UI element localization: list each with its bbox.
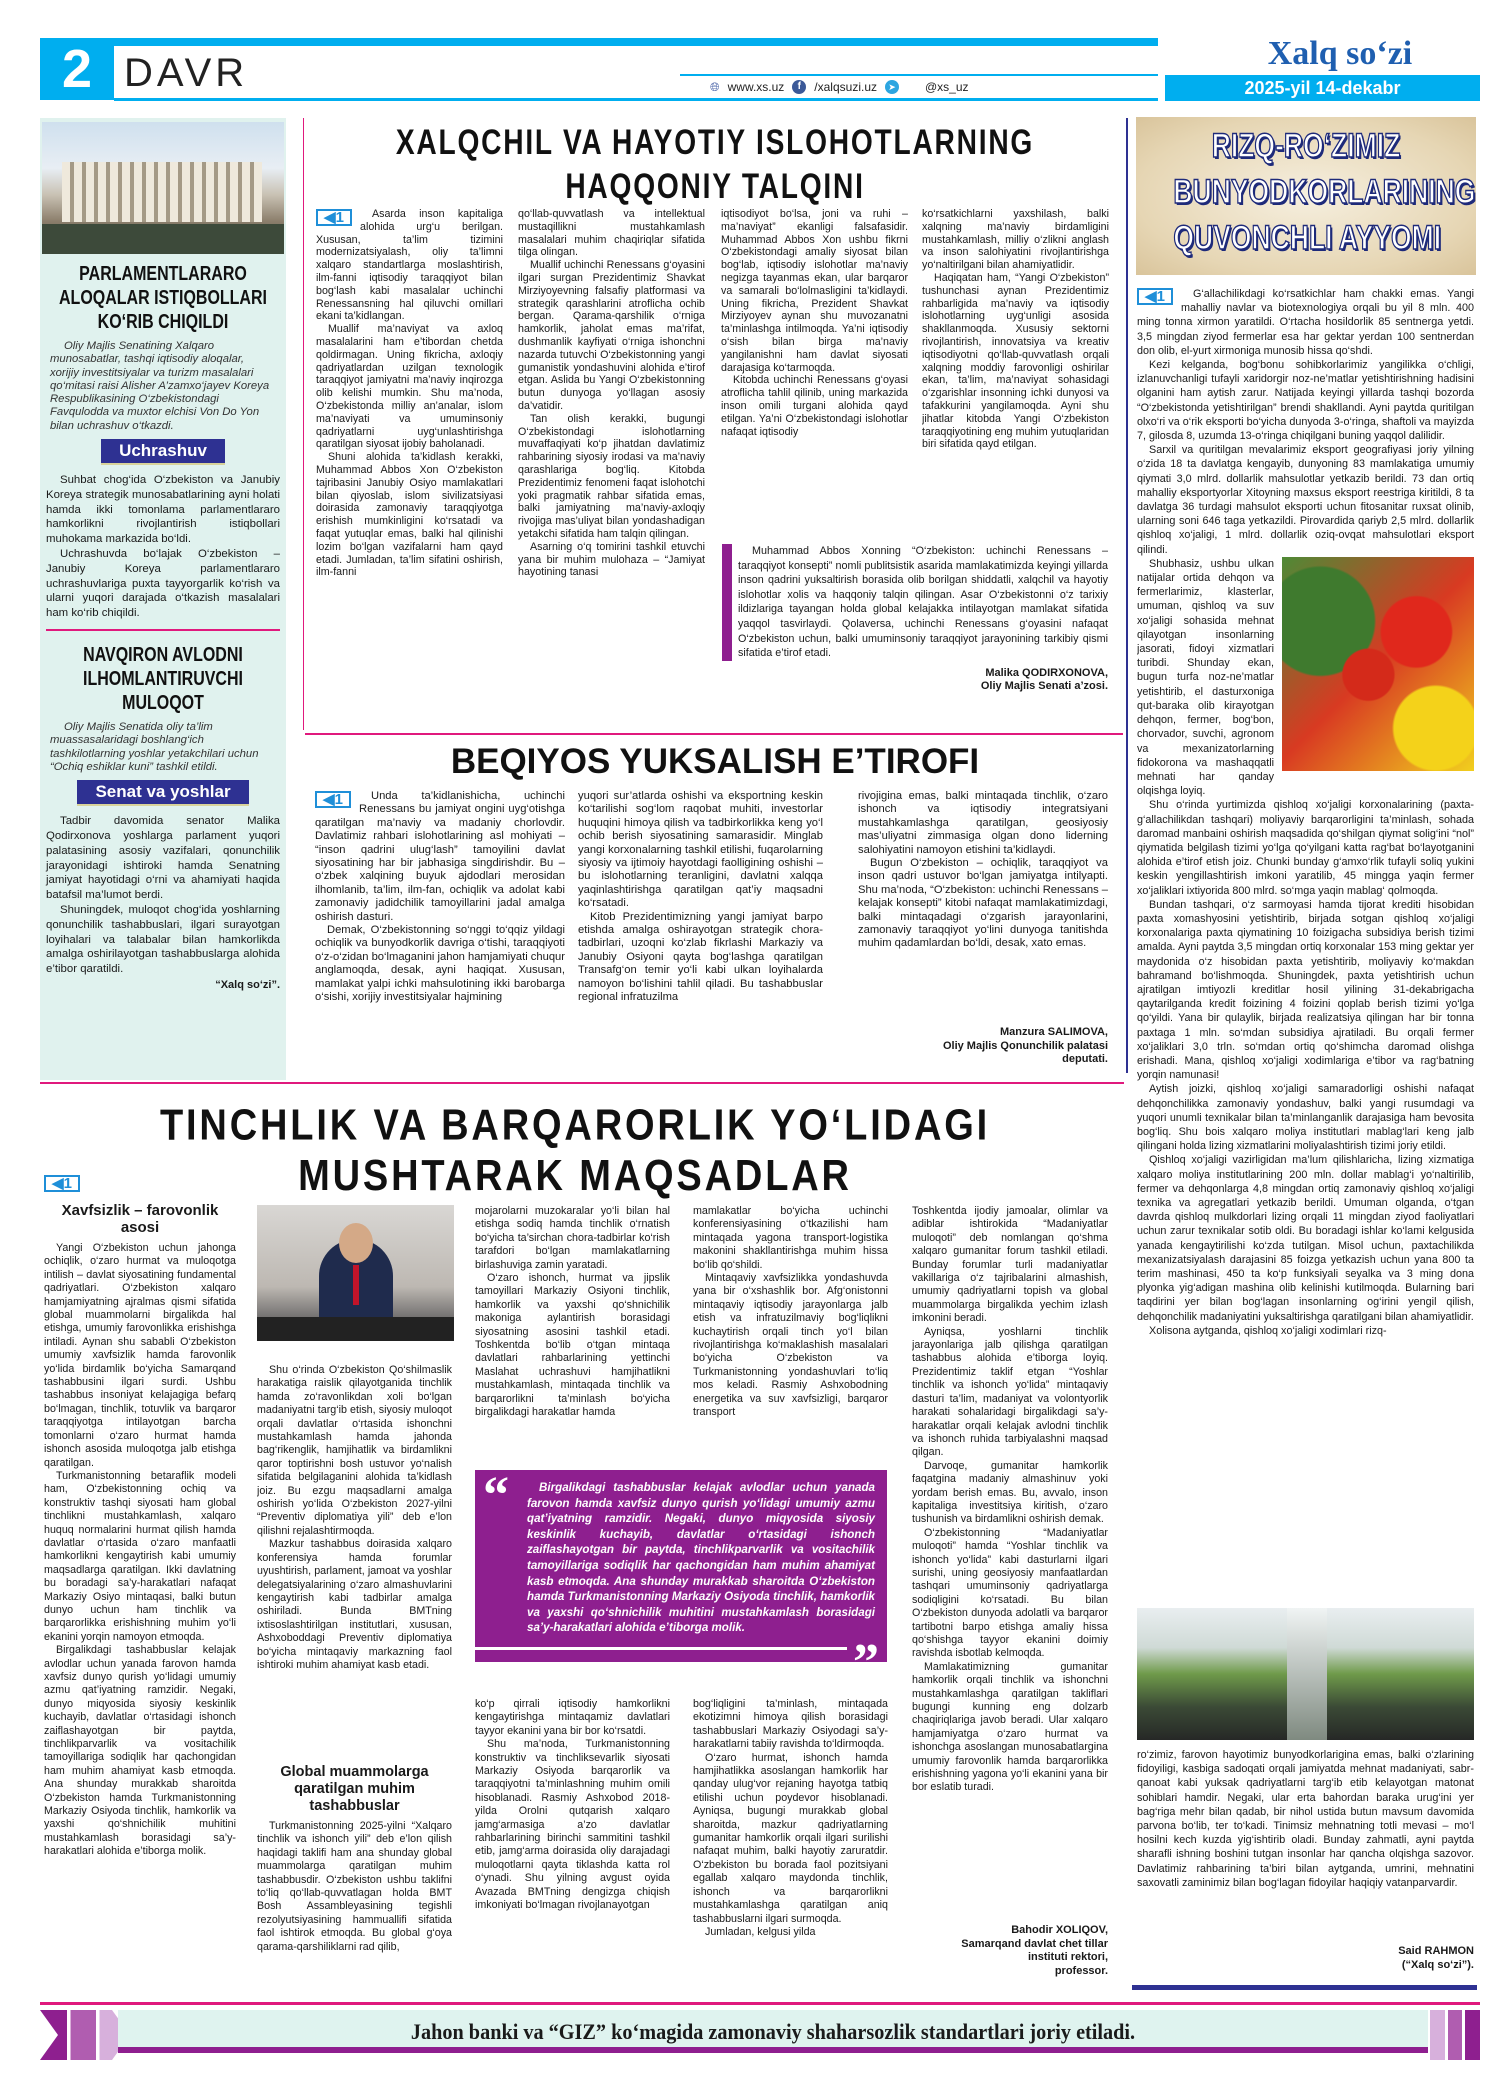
sidebar-story2-source: “Xalq so‘zi”. xyxy=(215,979,280,991)
mid-article-col-3 xyxy=(858,790,1108,1020)
author-source: (“Xalq so‘zi”). xyxy=(1401,1958,1474,1971)
paragraph: Kitobda uchinchi Renessans g‘oyasi atroflicha tahlil qilinib, uning markazida inson omili turgani alohida qayd etilgan. Ya’ni O‘zbekistondagi islohotlar nafaqat iqtisodiy xyxy=(721,374,908,438)
sidebar-story2-lead: Oliy Majlis Senatida oliy ta’lim muassasalaridagi boshlang‘ich tashkilotlarning yoshlar yetakchilari uchun “Ochiq eshiklar kuni” tashkil etildi. xyxy=(50,721,259,773)
sidebar-divider xyxy=(46,629,280,631)
paragraph: Haqiqatan ham, “Yangi O‘zbekiston” tushunchasi aynan Prezidentimiz rahbarligida ma’naviy va iqtisodiy islohotlarning uyg‘unligi asosida shakllanmoqda. Xususiy sektorni rivojlantirish, innovatsiya va kreativ iqtisodiyotni qo‘llab-quvvatlash orqali xalqning moddiy farovonligi oshirilar ekan, ta’lim, ma’naviyat sohasidagi o‘zgarishlar insonning ichki dunyosi va tafakkurini yangilamoqda. Ayni shu jihatlar kitobda Yangi O‘zbekiston taraqqiyotining eng muhim yutuqlaridan biri sifatida qayd etilgan. xyxy=(922,271,1109,451)
paragraph: Tadbir davomida senator Malika Qodirxonova yoshlarga parlament yuqori palatasining asosiy vazifalari, qonunchilik jarayonidagi ishtiroki hamda Senatning jamiyat hayotidagi o‘rni va ahamiyati haqida batafsil ma’lumot berdi. xyxy=(46,815,280,902)
bottom-col-3a xyxy=(475,1205,670,1461)
top-article-quote-block xyxy=(722,544,1108,694)
stripe-decoration-icon xyxy=(1430,2010,1480,2060)
section-title: DAVR xyxy=(124,51,249,95)
paragraph: Shubhasiz, ushbu ulkan natijalar ortida dehqon va fermerlarimiz, klasterlar, umuman, qishloq va suv xo‘jaligi sohasida mehnat qilayotgan insonlarning jasorati, fidoyi xizmatlari turibdi. Shunday ekan, bugun turfa noz-ne’matlar yetishtirib, el dasturxoniga qut-baraka olib kirayotgan dehqon, fermer, bog‘bon, chorvador, suvchi, agronom va mexanizatorlarning fidokorona va mashaqqatli mehnati har qanday olqishga loyiq. xyxy=(1137,557,1274,798)
headline-line: MUSHTARAK MAQSADLAR xyxy=(298,1151,852,1201)
paragraph: Shuningdek, muloqot chog‘ida yoshlarning qonunchilik tashabbuslari, ilgari surayotgan loyihalari va talabalar bilan hamkorlikda amalga oshirilayotgan tashabbuslarga alohida e’tibor qaratildi. xyxy=(46,904,280,976)
bottom-subhead-2: Global muammolarga qaratilgan muhim tashabbuslar xyxy=(280,1764,429,1814)
author-title: deputati. xyxy=(1062,1053,1108,1065)
paragraph: G‘allachilikdagi ko‘rsatkichlar ham chakki emas. Yangi mahalliy navlar va biotexnologiya orqali bu yil 8 mln. 400 ming tonna xirmon yaratildi. O‘rtacha hosildorlik 85 sentnerga yetdi. 3,5 mingdan ziyod fermerlar esa har gektar yerdan 100 sentnerdan don olib, el-yurt xirmoniga munosib hissa qo‘shdi. xyxy=(1137,288,1474,357)
paragraph xyxy=(315,790,565,924)
paragraph: Ayniqsa, yoshlarni tinchlik jarayonlariga jalb qilishga qaratilgan tashabbus alohida e’tiborga loyiq. Prezidentimiz taklif etgan “Yoshlar tinchlik va ishonch yo‘lida” mintaqaviy dasturi ta’lim, madaniyat va volontyorlik harakati sohalaridagi birgalikdagi sa’y-harakatlar orqali kelajak avlodni tinchlik va ishonch ruhida tarbiyalashni maqsad qilgan. xyxy=(912,1325,1108,1459)
paragraph: Muallif uchinchi Renessans g‘oyasini ilgari surgan Prezidentimiz Shavkat Mirziyoyevning falsafiy platformasi va strategik qarashlarini atroflicha ochib bergan. Qarama-qarshilik o‘rniga hamkorlik, jaholat emas ma’rifat, dushmanlik kayfiyati o‘rniga ishonchni nazarda tutuvchi O‘zbekistonning yangi gumanistik yondashuvini alohida e’tirof etgan. Aslida bu Yangi O‘zbekistonning butun dunyoga yo‘llagan asosiy da’vatidir. xyxy=(518,259,705,412)
paragraph: Bugun O‘zbekiston – ochiqlik, taraqqiyot va inson qadri ustuvor bo‘lgan jamiyatga intilyapti. Shu ma’noda, “O‘zbekiston: uchinchi Renessans – kelajak konsepti” kitobi nafaqat mamlakatimizdagi, balki mintaqadagi o‘zgarish jarayonlarini, zamonaviy taraqqiyot yo‘lini dunyoga tanitishda muhim qadamlardan bo‘ldi, desak, xato emas. xyxy=(858,857,1108,950)
continued-from-page-1-marker[interactable] xyxy=(44,1174,88,1194)
top-article-col-2 xyxy=(518,208,705,724)
open-quote-icon: “ xyxy=(483,1467,509,1524)
paragraph: iqtisodiyot bo‘lsa, joni va ruhi – ma’naviyat” ekanligi falsafasidir. Muhammad Abbos Xon ushbu fikrni O‘zbekistondagi amaliy siyosat bilan bog‘lab, iqtisodiy islohotlar ma’naviy negizga tayanmas ekan, ular barqaror va samarali bo‘lolmasligini ta’kidlaydi. Uning fikricha, Prezident Shavkat Mirziyoyev aynan shu muvozanatni ta’minlashga intilmoqda. Ya’ni iqtisodiy o‘sish bilan birga ma’naviy yangilanishni ham davlat siyosati darajasiga ko‘tarmoqda. xyxy=(721,208,908,374)
author-title: Oliy Majlis Senati a’zosi. xyxy=(980,680,1108,693)
right-article-body-top xyxy=(1137,287,1474,1605)
paragraph: mamlakatlar bo‘yicha uchinchi konferensiyasining o‘tkazilishi ham mintaqada yagona transport-logistika makonini shakllantirishga muhim hissa bo‘lib qo‘shildi. xyxy=(693,1205,888,1271)
bottom-col-2a xyxy=(257,1364,452,1744)
author-name: Bahodir XOLIQOV, xyxy=(1011,1924,1108,1936)
author-name: Said RAHMON xyxy=(1398,1945,1474,1957)
header-top-bar xyxy=(40,38,1158,46)
paragraph: bog‘liqligini ta’minlash, mintaqada ekotizimni himoya qilish borasidagi tashabbuslari Markaziy Osiyodagi sa’y-harakatlarni tabiiy ravishda to‘ldirmoqda. xyxy=(693,1698,888,1751)
paragraph-text: Asarda inson kapitaliga alohida urg‘u berilgan. Xususan, ta’lim tizimini modernizatsiyalash, oliy ta’limni xalqaro standartlarga moslashtirish, ilm-fanni iqtisodiy taraqqiyot bilan bog‘lash kabi masalalar uchinchi Renessansning hal qiluvchi omillari ekani ta’kidlangan. xyxy=(316,208,503,323)
column-divider xyxy=(303,118,304,730)
header-line xyxy=(114,98,1158,101)
facebook-icon: f xyxy=(792,80,806,94)
mid-article-headline: BEQIYOS YUKSALISH E’TIROFI xyxy=(450,742,980,781)
paragraph: Turkmanistonning betaraflik modeli ham, O‘zbekistonning ochiq va konstruktiv tashqi siyosati ham global tinchlikni mustahkamlash, xalqaro huquq normalarini hurmat qilish hamda davlatlar o‘rtasida o‘zaro manfaatli hamkorlikni kengaytirish kabi umumiy maqsadlarga qaratilgan. Ikki davlatning bu boradagi sa’y-harakatlari nafaqat Markaziy Osiyo mintaqasi, balki butun dunyo uchun ham tinchlik va barqarorlikka erishishning muhim yo‘li ekanini yorqin namoyon etmoqda. xyxy=(44,1469,236,1643)
paragraph: ro‘zimiz, farovon hayotimiz bunyodkorlarigina emas, balki o‘zlarining fidoyiligi, kasbiga sadoqati orqali jamiyatda mehnat madaniyati, sabr-qanoat kabi yuksak qadriyatlarni targ‘ib etib kelayotgan matonat sohiblari hamdir. Negaki, ular erta bahordan baraka urug‘ini yer bag‘riga mehr bilan qadab, bir nihol ustida butun mavsum davomida parvona bo‘lib, ter to‘kadi. Tinimsiz mehnatning totli mevasi – mo‘l hosilni kech kuzda yig‘ishtirib oladi. Bunday zahmatli, ayni paytda sharafli ishning boshini tutgan insonlar har qancha olqishga sazovor. Davlatimiz rahbarining ta’biri bilan aytganda, umrini, mehnatini saxovatli zaminimiz bilan bog‘lagan fidoyilar haqiqiy vatanparvardir. xyxy=(1137,1749,1474,1889)
top-article-col-1 xyxy=(316,208,503,724)
sidebar-story2-body xyxy=(46,814,280,977)
arrow-left-icon[interactable]: ◀1 xyxy=(1137,288,1173,305)
sidebar-story1-body xyxy=(46,473,280,621)
social-bar xyxy=(680,74,1158,98)
paragraph: O‘zbekistonning “Madaniyatlar muloqoti” hamda “Yoshlar tinchlik va ishonch yo‘lida” kabi dasturlarni ilgari surishi, uning geosiyosiy manfaatlardan tashqari umuminsoniy qadriyatlarga sodiqligini ko‘rsatadi. Bu bilan O‘zbekiston dunyoda adolatli va barqaror tartibotni barpo etishga amaliy hissa qo‘shishga tayyor ekanini doimiy ravishda isbotlab kelmoqda. xyxy=(912,1526,1108,1660)
paragraph: Mazkur tashabbus doirasida xalqaro konferensiya hamda forumlar uyushtirish, parlament, jamoat va yoshlar delegatsiyalarining o‘zaro almashuvlarini kengaytirish kabi tadbirlar amalga oshiriladi. Bunda BMTning ixtisoslashtirilgan institutlari, xususan, Ashxoboddagi Preventiv diplomatiya bo‘yicha mintaqaviy markazning faol ishtiroki muhim ahamiyat kasb etadi. xyxy=(257,1538,452,1671)
greenhouse-photo xyxy=(1137,1608,1474,1740)
arrow-left-icon[interactable]: ◀1 xyxy=(315,791,351,808)
bottom-col-4a xyxy=(693,1205,888,1461)
arrow-left-icon: ◀1 xyxy=(44,1175,80,1192)
paragraph: Asarning o‘q tomirini tashkil etuvchi yana bir muhim mulohaza – “Jamiyat hayotining tanasi xyxy=(518,540,705,579)
paragraph: Suhbat chog‘ida O‘zbekiston va Janubiy Koreya strategik munosabatlarining ayni holati hamda ikki tomonlama parlamentlararo hamkorlikni rivojlantirish istiqbollari muhokama markazida bo‘ldi. xyxy=(46,474,280,546)
paragraph: O‘zaro ishonch, hurmat va jipslik tamoyillari Markaziy Osiyoni tinchlik, hamkorlik va yaxshi qo‘shnichilik makoniga aylantirish borasidagi siyosatning asosini tashkil etadi. Toshkentda bo‘lib o‘tgan mintaqa davlatlari rahbarlarining yettinchi Maslahat uchrashuvi hamjihatlikni mustahkamlash, mintaqada tinchlik va barqarorlikni ta’minlash bo‘yicha birgalikdagi harakatlar hamda xyxy=(475,1272,670,1419)
right-article-header xyxy=(1136,117,1476,275)
paragraph: Aytish joizki, qishloq xo‘jaligi samaradorligi oshishi nafaqat dehqonchilikka zamonaviy yondashuv, balki yangi rusumdagi va yuqori unumli texnikalar bilan ta’minlanganlik darajasiga ham bevosita bog‘liq. Shu bois xalqaro moliya institutlari mablag‘lari keng jalb qilingani holda lizing xizmatlarini moliyalashtirish tizimi joriy etildi. xyxy=(1137,1083,1474,1153)
right-article-author xyxy=(1137,1945,1474,1972)
top-article-pull-quote: Muhammad Abbos Xonning “O‘zbekiston: uchinchi Renessans – taraqqiyot konsepti” nomli publitsistik asarida mamlakatimizda keyingi yillarda inson qadrini yuksaltirish borasida olib borilgan shiddatli, xalqchil va hayotiy islohotlar xolis va haqqoniy talqin qilingan. Asar O‘zbekistonni o‘z tarixiy ildizlariga tayangan holda global kelajakka intilayotgan mamlakat sifatida yaqqol tasvirlaydi. Qolaversa, uchinchi Renessans g‘oyasini nafaqat O‘zbekiston uchun, balki umuminsoniy taraqqiyot jarayonining tarkibiy qismi sifatida e’tirof etadi. xyxy=(722,544,1108,661)
bottom-col-2b xyxy=(257,1820,452,1995)
paragraph: Mintaqaviy xavfsizlikka yondashuvda yana bir o‘xshashlik bor. Afg‘onistonni mintaqaviy iqtisodiy jarayonlarga jalb etish va infratuzilmaviy bog‘liqlikni kuchaytirish orqali tinch yo‘l bilan rivojlantirishga ko‘maklashish masalalari bo‘yicha O‘zbekiston va Turkmanistonning yondashuvlari to‘liq mos keladi. Rasmiy Ashxobodning energetika va suv xavfsizligi, barqaror transport xyxy=(693,1272,888,1419)
paragraph: yuqori sur’atlarda oshishi va eksportning keskin ko‘tarilishi sog‘lom raqobat muhiti, investorlar huquqini himoya qilish va tadbirkorlikka keng yo‘l ochib berish siyosatining samarasidir. Minglab yangi korxonalarning tashkil etilishi, fuqarolarning siyosiy va ijtimoiy hayotdagi faolligining oshishi – bu islohotlarning teranligini, davlatni xalqqa yaqinlashtirishga qaratilgan qat’iy maqsadni ko‘rsatadi. xyxy=(578,790,823,910)
paragraph: Turkmanistonning 2025-yilni “Xalqaro tinchlik va ishonch yili” deb e’lon qilish haqidagi taklifi ham ana shunday global muammolarga qaratilgan muhim tashabbusdir. O‘zbekiston ushbu taklifni to‘liq qo‘llab-quvvatlagan holda BMT Bosh Assambleyasining tegishli rezolyutsiyasining hammuallifi sifatida faol ishtirok etmoqda. Bu global g‘oya qarama-qarshiliklarni rad qilib, xyxy=(257,1820,452,1953)
paragraph xyxy=(316,208,503,323)
paragraph: Kezi kelganda, bog‘bonu sohibkorlarimiz yangilikka o‘chligi, izlanuvchanligi tufayli xaridorgir noz-ne’matlar yetishtirishning hadisini olganini ham aytish zarur. Natijada keyingi yillarda tashqi bozorda “O‘zbekistonda yetishtirilgan” brendi shakllandi. Ayni paytda quritilgan olxo‘ri va o‘rik eksporti bo‘yicha dunyoda 3-o‘ringa, shaftoli va mayizda 7, gilosda 8, uzumda 13-o‘ringa chiqilgani buning yaqqol dalilidir. xyxy=(1137,359,1474,443)
mid-article-author xyxy=(858,1026,1108,1067)
paragraph: Demak, O‘zbekistonning so‘nggi to‘qqiz yildagi ochiqlik va bunyodkorlik davriga o‘tishi, taraqqiyoti o‘z-o‘zidan bo‘lmaganini jahon hamjamiyati chuqur anglamoqda, desak, ayni haqiqat. Xususan, mamlakat yalpi ichki mahsulotining ikki barobarga o‘sishi, xorijiy investitsiyalar hajmining xyxy=(315,924,565,1004)
right-column-rule xyxy=(1132,1985,1477,1990)
paragraph: rivojigina emas, balki mintaqada tinchlik, o‘zaro ishonch va iqtisodiy integratsiyani mustahkamlashga qaratilgan, geosiyosiy mas’uliyatni zimmasiga olgan dono liderning salohiyatini namoyon etishini ta’kidlaydi. xyxy=(858,790,1108,856)
vegetables-photo xyxy=(1282,557,1474,771)
pull-quote-text: Birgalikdagi tashabbuslar kelajak avlodlar uchun yanada farovon hamda xavfsiz dunyo qurish yo‘lidagi umumiy azmu qat’iyatning ramzidir. Negaki, dunyo miqyosida siyosiy keskinlik kuchayib, davlatlar o‘rtasidagi ishonch zaiflashayotgan bir paytda, tinchlikparvarlik va vositachilik tamoyillariga sodiqlik har qachongidan ham muhim ahamiyat kasb etmoqda. Ana shunday murakkab sharoitda O‘zbekiston hamda Turkmanistonning Markaziy Osiyoda tinchlik, hamkorlik va yaxshi qo‘shnichilik muhitini mustahkamlash borasidagi sa’y-harakatlari alohida e’tiborga molik. xyxy=(527,1481,875,1635)
paragraph: Shu o‘rinda yurtimizda qishloq xo‘jaligi korxonalarining (paxta-g‘allachilikdan tashqari) moliyaviy barqarorligini ta’minlash, sohada daromad manbaini oshirish maqsadida qo‘shilgan qiymat solig‘ini “nol” qiymatida belgilash tizimi yo‘lga qo‘yilgani katta rag‘bat bo‘layotganini alohida e’tirof etish joiz. Chunki bunday g‘amxo‘rlik tufayli soliq yukini keskin yengillashtirish imkoni yaratilib, 45 mingga yaqin fermer xo‘jaliklari ixtiyorida 800 mlrd. so‘mga yaqin mablag‘ qolmoqda. xyxy=(1137,799,1474,897)
paragraph: ko‘p qirrali iqtisodiy hamkorlikni kengaytirishga mintaqamiz davlatlari tayyor ekanini yana bir bor ko‘rsatdi. xyxy=(475,1698,670,1737)
footer-rule xyxy=(40,2002,1480,2005)
telegram-icon: ➤ xyxy=(885,80,899,94)
rubric-senat-va-yoshlar: Senat va yoshlar xyxy=(77,780,248,806)
column-divider xyxy=(1126,118,1128,1073)
paragraph: O‘zaro hurmat, ishonch hamda hamjihatlikka asoslangan hamkorlik har qanday ulug‘vor rejaning hayotga tatbiq etilishi uchun poydevor hisoblanadi. Ayniqsa, bugungi murakkab global sharoitda, mazkur qadriyatlarning gumanitar hamkorlik orqali ilgari surilishi nafaqat muhim, balki hayotiy zaruratdir. O‘zbekiston bu borada faol pozitsiyani egallab xalqaro maydonda tinchlik, ishonch va barqarorlikni mustahkamlashga qaratilgan aniq tashabbuslarni ilgari surmoqda. xyxy=(693,1751,888,1925)
paragraph: Toshkentda ijodiy jamoalar, olimlar va adiblar ishtirokida “Madaniyatlar muloqoti” deb nomlangan qo‘shma xalqaro gumanitar forum tashkil etiladi. Bunday forumlar turli madaniyatlar vakillariga o‘z tajribalarini almashish, umumiy qadriyatlarni topish va global muammolarga birgalikda yechim izlash imkonini beradi. xyxy=(912,1205,1108,1325)
headline-line: XALQCHIL VA HAYOTIY ISLOHOTLARNING xyxy=(395,122,1035,162)
facebook-link[interactable]: /xalqsuzi.uz xyxy=(814,80,877,94)
author-name: Manzura SALIMOVA, xyxy=(1000,1026,1108,1038)
bottom-col-4b xyxy=(693,1698,888,1996)
section-divider xyxy=(305,733,1123,735)
paragraph: Qishloq xo‘jaligi vazirligidan ma’lum qilishlaricha, lizing xizmatiga xalqaro moliya institutlarining 200 mln. dollar mablag‘i yo‘naltirilib, fermer va dehqonlarga 4,8 mingdan ortiq zamonaviy qishloq xo‘jaligi texnika va agregatlari yetkazib berildi. Umuman olganda, o‘tgan davrda qishloq mulkdorlari lizing orqali 11 mingdan ziyod faoliyatlari uchun zarur texnikalar sotib oldi. Bu boradagi ishlar ko‘lami kelgusida yanada kengaytirilishi ko‘zda tutilgan. Misol uchun, paxtachilikda mexanizatsiyalash darajasini 85 foizga yetkazish uchun yana 800 ta terim mashinasi, 450 ta ko‘p funksiyali seyalka va 3 ming dona plyonka yig‘adigan mashina olib kelinishi kutilmoqda. Bularning bari taqdirini yer bilan bog‘lagan insonlarning og‘irini yengil qilish, dehqonchilik madaniyatini yuksaltirishga qaratilgani bilan ahamiyatlidir. xyxy=(1137,1154,1474,1323)
telegram-link[interactable]: @xs_uz xyxy=(925,80,969,94)
quote-footer xyxy=(475,1633,887,1691)
right-article-body-bottom xyxy=(1137,1748,1474,1940)
website-link[interactable]: www.xs.uz xyxy=(727,80,785,94)
paragraph: mojarolarni muzokaralar yo‘li bilan hal etishga sodiq hamda tinchlik o‘rnatish bo‘yicha ta’sirchan chora-tadbirlar ko‘rish tarafdori bo‘lgan mamlakatlarning birlashuviga zamin yaratadi. xyxy=(475,1205,670,1271)
paragraph: Tan olish kerakki, bugungi O‘zbekistondagi islohotlarning muvaffaqiyati ko‘p jihatdan davlatimiz rahbarining siyosiy irodasi va ma’naviy qarashlariga bog‘liq. Kitobda Prezidentimiz fenomeni faqat islohotchi yoki pragmatik rahbar sifatida emas, balki jamiyatning ma’naviy-axloqiy rivojiga mas’uliyat bilan yondashadigan yetakchi sifatida ham talqin qilingan. xyxy=(518,412,705,540)
author-name: Malika QODIRXONOVA, xyxy=(985,666,1108,679)
paragraph: Bundan tashqari, o‘z sarmoyasi hamda tijorat krediti hisobidan paxta xomashyosini yetishtirib, birjada sotgan qishloq xo‘jaligi korxonalariga paxta qiymatining 10 foizigacha subsidiya berish tizimi amalda. Ayni paytda 3,5 mingdan ortiq korxonalar 153 ming gektar yer maydonida o‘z hisobidan paxta yetishtirib, moliyaviy ko‘makdan bahramand bo‘lishmoqda. Shuningdek, paxta yetishtirish uchun ajratilgan imtiyozli kreditlar hosil yilining 31-dekabrigacha qaytarilganda kredit foizining 4 foizini qoplab berish tizimi yo‘lga qo‘yildi. Yana bir qulaylik, birjada realizatsiya qilingan har bir tonna paxtaga 1 mln. so‘mdan subsidiya ajratiladi. Bu orqali fermer xo‘jaliklari 3,0 trln. so‘mdan ortiq qo‘shimcha daromad olishga erishadi. Mana, qishloq xo‘jaligi xodimlariga e’tibor va rag‘batning yorqin namunasi! xyxy=(1137,898,1474,1082)
chevron-decoration-icon xyxy=(40,2010,130,2060)
bottom-article-author xyxy=(912,1924,1108,1978)
paragraph: Shu ma’noda, Turkmanistonning konstruktiv va tinchliksevarlik siyosati Markaziy Osiyoda barqarorlik va taraqqiyotni ta’minlashning muhim omili hisoblanadi. Rasmiy Ashxobod 2018-yilda Orolni qutqarish xalqaro jamg‘armasiga a’zo davlatlar rahbarlarining birinchi sammitini tashkil etib, jamg‘arma doirasida oliy darajadagi muloqotlarni qayta tiklashda katta rol o‘ynadi. Shu yilning avgust oyida Avazada BMTning dengizga chiqish imkoniyati bo‘lmagan rivojlanayotgan xyxy=(475,1738,670,1912)
author-portrait-photo xyxy=(257,1205,454,1341)
arrow-left-icon[interactable]: ◀1 xyxy=(316,209,352,226)
paragraph: ko‘rsatkichlarni yaxshilash, balki xalqning ma’naviy birdamligini mustahkamlash, milliy o‘zlikni anglash va inson salohiyatini rivojlantirishga yo‘naltirilgani bilan ahamiyatlidir. xyxy=(922,208,1109,272)
author-title: professor. xyxy=(1054,1964,1108,1977)
top-article-col-3 xyxy=(721,208,908,538)
author-title: Oliy Majlis Qonunchilik palatasi xyxy=(942,1039,1108,1052)
headline-line: TINCHLIK VA BARQARORLIK YO‘LIDAGI xyxy=(159,1101,991,1150)
author-title: instituti rektori, xyxy=(1027,1951,1108,1963)
headline-line: QUVONCHLI AYYOMI xyxy=(1173,219,1442,257)
top-article-col-4 xyxy=(922,208,1109,538)
footer-banner xyxy=(40,2010,1480,2060)
paragraph: Muallif ma’naviyat va axloq masalalarini ham e’tibordan chetda qoldirmagan. Uning fikricha, axloqiy qadriyatlardan uzilgan texnologik taraqqiyot jamiyatni ma’naviy inqirozga olib kelishi mumkin. Shu ma’noda, O‘zbekistonda milliy an’analar, islom ma’naviyati va umuminsoniy qadriyatlarni uyg‘unlashtirishga qaratilgan siyosat ijobiy baholanadi. xyxy=(316,323,503,451)
globe-icon: 🌐︎ xyxy=(710,80,720,94)
author-title: Samarqand davlat chet tillar xyxy=(961,1937,1108,1950)
sidebar-story1-lead: Oliy Majlis Senatining Xalqaro munosabatlar, tashqi iqtisodiy aloqalar, xorijiy investitsiyalar va turizm masalalari qo‘mitasi raisi Alisher A’zamxo‘jayev Koreya Respublikasining O‘zbekistondagi Favqulodda va muxtor elchisi Von Do Yon bilan uchrashuv o‘tkazdi. xyxy=(50,340,270,432)
masthead: Xalq so‘zi xyxy=(1267,35,1413,72)
senate-building-photo xyxy=(42,122,284,254)
top-article-author xyxy=(722,667,1108,694)
section-divider xyxy=(40,1082,1124,1084)
headline-line: HAQQONIY TALQINI xyxy=(565,166,865,206)
bottom-article-headline xyxy=(86,1100,1065,1201)
sidebar-content xyxy=(46,122,280,993)
mid-article-col-1 xyxy=(315,790,565,1072)
paragraph: Xolisona aytganda, qishloq xo‘jaligi xodimlari rizq- xyxy=(1149,1324,1387,1337)
paragraph-text: Unda ta’kidlanishicha, uchinchi Renessans bu jamiyat ongini uyg‘otishga qaratilgan ma’naviy va madaniy chorlovdir. Davlatimiz rahbari islohotlarining asl mohiyati – “inson qadrini ulug‘lash” tamoyilini davlat siyosatining har bir jabhasiga singdirishdir. Bu – o‘zbek xalqining buyuk ajdodlari merosidan ilhomlanib, ta’lim, ilm-fan, ochiqlik va adolat kabi zamonaviy jadidchilik tamoyillarini jadal amalga oshirish dasturi. xyxy=(315,790,565,923)
paragraph: Mamlakatimizning gumanitar hamkorlik orqali tinchlik va ishonchni mustahkamlashga qaratilgan takliflari bugungi kunning eng dolzarb chaqiriqlariga javob beradi. Ular xalqaro hamjamiyatga o‘zaro hurmat va ishonchga asoslangan munosabatlargina umumiy farovonlik hamda barqarorlikka erishishning yagona yo‘li ekanini yana bir bor eslatib turadi. xyxy=(912,1660,1108,1794)
sidebar-story2-headline: NAVQIRON AVLODNI ILHOMLANTIRUVCHI MULOQOT xyxy=(83,644,243,715)
rubric-uchrashuv: Uchrashuv xyxy=(101,439,225,465)
issue-date: 2025-yil 14-dekabr xyxy=(1165,75,1480,101)
bottom-col-3b xyxy=(475,1698,670,1996)
paragraph: Uchrashuvda bo‘lajak O‘zbekiston – Janubiy Koreya parlamentlararo uchrashuvlariga puxta tayyorgarlik ko‘rish va ularni yuqori darajada o‘tkazish masalalari ham ko‘rib chiqildi. xyxy=(46,548,280,620)
headline-line: BUNYODKORLARINING xyxy=(1173,173,1476,211)
bottom-col-1 xyxy=(44,1242,236,1994)
sidebar-story1-headline: PARLAMENTLARARO ALOQALAR ISTIQBOLLARI KO‘RIB CHIQILDI xyxy=(59,263,267,333)
paragraph: Birgalikdagi tashabbuslar kelajak avlodlar uchun yanada farovon hamda xavfsiz dunyo qurish yo‘lidagi umumiy azmu qat’iyatning ramzidir. Negaki, dunyo miqyosida siyosiy keskinlik kuchayib, davlatlar o‘rtasidagi ishonch zaiflashayotgan bir paytda, tinchlikparvarlik va vositachilik tamoyillariga sodiqlik har qachongidan ham muhim ahamiyat kasb etmoqda. Ana shunday murakkab sharoitda O‘zbekiston hamda Turkmanistonning Markaziy Osiyoda tinchlik, hamkorlik va yaxshi qo‘shnichilik muhitini mustahkamlash borasidagi sa’y-harakatlari alohida e’tiborga molik. xyxy=(44,1644,236,1858)
headline-line: RIZQ-RO‘ZIMIZ xyxy=(1211,127,1401,165)
footer-banner-text: Jahon banki va “GIZ” ko‘magida zamonaviy shaharsozlik standartlari joriy etiladi. xyxy=(410,2019,1136,2044)
paragraph: Jumladan, kelgusi yilda xyxy=(705,1925,816,1938)
paragraph: Darvoqe, gumanitar hamkorlik faqatgina madaniy almashinuv yoki yordam berish emas. Bu, avvalo, inson kapitaliga investitsiya kiritish, o‘zaro tushunish va birdamlikni oshirish demak. xyxy=(912,1459,1108,1526)
page-number: 2 xyxy=(40,38,114,100)
top-article-headline xyxy=(359,120,1072,208)
bottom-subhead-1: Xavfsizlik – farovonlik asosi xyxy=(61,1202,219,1236)
close-quote-icon: ” xyxy=(853,1633,879,1691)
paragraph: Kitob Prezidentimizning yangi jamiyat barpo etishda amalga oshirayotgan strategik chora-tadbirlari, uzoqni ko‘zlab fikrlashi Markaziy va Janubiy Osiyoni qayta bog‘lashga qaratilgan Transafg‘on temir yo‘li kabi ulkan loyihalarda namoyon bo‘lishini tahlil qiladi. Bu tashabbuslar regional infratuzilma xyxy=(578,910,823,1004)
bottom-col-5 xyxy=(912,1205,1108,1915)
bottom-pull-quote xyxy=(475,1467,887,1691)
paragraph: Yangi O‘zbekiston uchun jahonga ochiqlik, o‘zaro hurmat va muloqotga intilish – davlat siyosatining fundamental qadriyatlari. O‘zbekiston xalqaro hamjamiyatning ajralmas qismi sifatida global muammolarni birgalikda hal etishga, umumiy farovonlikka erishishga intiladi. Aynan shu sababli O‘zbekiston umumiy xavfsizlik hamda farovonlik yo‘lida birdamlik bo‘yicha Samarqand tashabbusini ilgari surdi. Ushbu tashabbus insoniyat kelajagiga befarq bo‘lmagan, tinchlik, totuvlik va barqaror taraqqiyotga intilayotgan barcha tomonlarni o‘zaro hurmat hamda ishonch asosida muloqotga jalb etishga qaratilgan. xyxy=(44,1242,236,1469)
paragraph: Sarxil va quritilgan mevalarimiz eksport geografiyasi joriy yilning o‘zida 18 ta davlatga kengayib, dunyoning 83 mamlakatiga umumiy qiymati 3,0 mlrd. dollarlik mahsulotlar yetkazib berildi. 73 dan ortiq mahalliy eksportyorlar Xitoyning maxsus eksport reestriga kiritildi, 8 ta davlatga 36 turdagi mahsulot eksporti uchun fitosanitar ruxsat olinib, ularning soni 646 taga yetkazildi. Pirovardida qariyb 2,5 mlrd. dollarlik qishloq xo‘jaligi, 1 mlrd. dollarlik oziq-ovqat mahsulotlari eksport qilindi. xyxy=(1137,444,1474,556)
quote-rule xyxy=(475,1647,847,1650)
paragraph: Shuni alohida ta’kidlash kerakki, Muhammad Abbos Xon O‘zbekiston tajribasini Janubiy Osiyo mamlakatlari bilan qiyoslab, islom sivilizatsiyasi doirasida zamonaviy taraqqiyotga erishish mumkinligini ko‘rsatadi va faqat yutuqlar emas, balki hal qilinishi lozim bo‘lgan vazifalarni ham qayd etadi. Jumladan, ta’lim sifatini oshirish, ilm-fanni xyxy=(316,451,503,579)
paragraph: qo‘llab-quvvatlash va intellektual mustaqillikni mustahkamlash masalalari muhim chaqiriqlar sifatida tilga olingan. xyxy=(518,208,705,259)
paragraph: Shu o‘rinda O‘zbekiston Qo‘shilmaslik harakatiga raislik qilayotganida tinchlik hamda zo‘ravonlikdan xoli bo‘lgan madaniyatni targ‘ib etish, siyosiy muloqot orqali davlatlar o‘rtasida ishonchni mustahkamlash hamda jahonda bag‘rikenglik, hamjihatlik va birdamlikni qaror toptirishni bosh ustuvor yo‘nalish sifatida belgilaganini alohida ta’kidlash joiz. Bu ezgu maqsadlarni amalga oshirish yo‘lida O‘zbekiston 2027-yilni “Preventiv diplomatiya yili” deb e’lon qilishni rejalashtirmoqda. xyxy=(257,1364,452,1537)
mid-article-col-2 xyxy=(578,790,823,1072)
